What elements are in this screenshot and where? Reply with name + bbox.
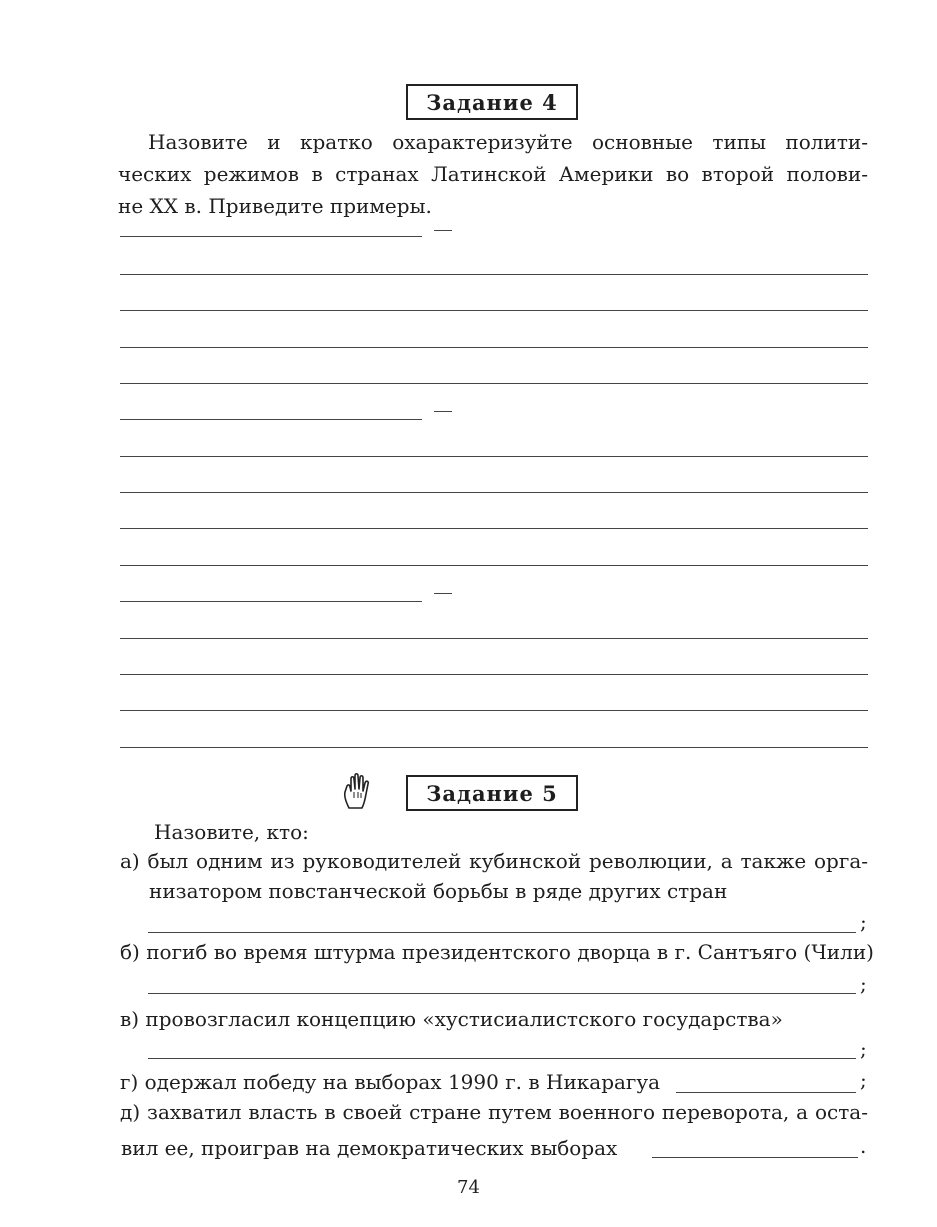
question-b-line1: б) погиб во время штурма президентского дворца в г. Сантъяго (Чили) bbox=[120, 940, 874, 964]
task5-heading bbox=[406, 775, 578, 811]
task4-prompt-l3: не XX в. Приведите примеры. bbox=[118, 194, 432, 218]
question-a-line1: а) был одним из руководителей кубинской революции, а также орга- bbox=[120, 849, 868, 873]
regime-name-line-3[interactable] bbox=[120, 601, 422, 602]
answer-line[interactable] bbox=[120, 310, 868, 311]
task4-title: Задание 4 bbox=[426, 89, 558, 115]
page-number: 74 bbox=[457, 1177, 480, 1198]
answer-line-a[interactable] bbox=[148, 932, 856, 933]
answer-line[interactable] bbox=[120, 456, 868, 457]
task4-prompt-l2: ческих режимов в странах Латинской Америки во второй полови- bbox=[118, 162, 868, 186]
task4-heading bbox=[406, 84, 578, 120]
dash-1 bbox=[434, 230, 452, 231]
task5-intro: Назовите, кто: bbox=[154, 820, 309, 844]
answer-line[interactable] bbox=[120, 638, 868, 639]
answer-line-e[interactable] bbox=[652, 1157, 858, 1158]
dash-2 bbox=[434, 411, 452, 412]
answer-line[interactable] bbox=[120, 565, 868, 566]
task5-title: Задание 5 bbox=[426, 780, 558, 806]
answer-line[interactable] bbox=[120, 347, 868, 348]
question-a-line2: низатором повстанческой борьбы в ряде других стран bbox=[149, 879, 728, 903]
answer-line[interactable] bbox=[120, 383, 868, 384]
question-a-end: ; bbox=[860, 910, 867, 934]
question-e-line1: д) захватил власть в своей стране путем военного переворота, а оста- bbox=[120, 1100, 868, 1124]
question-b-end: ; bbox=[860, 972, 867, 996]
question-e-line2: вил ее, проиграв на демократических выборах bbox=[121, 1136, 618, 1160]
question-c-end: ; bbox=[860, 1037, 867, 1061]
answer-line-d[interactable] bbox=[676, 1092, 856, 1093]
question-c-line1: в) провозгласил концепцию «хустисиалистского государства» bbox=[120, 1007, 783, 1031]
task4-prompt-l1: Назовите и кратко охарактеризуйте основные типы полити- bbox=[148, 130, 868, 154]
hand-icon bbox=[340, 772, 376, 812]
task4-prompt bbox=[118, 126, 868, 222]
answer-line[interactable] bbox=[120, 747, 868, 748]
question-d-end: ; bbox=[860, 1068, 867, 1092]
answer-line[interactable] bbox=[120, 492, 868, 493]
answer-line-c[interactable] bbox=[148, 1058, 856, 1059]
answer-line-b[interactable] bbox=[148, 993, 856, 994]
answer-line[interactable] bbox=[120, 274, 868, 275]
regime-name-line-1[interactable] bbox=[120, 236, 422, 237]
question-e-end: . bbox=[860, 1134, 867, 1158]
answer-line[interactable] bbox=[120, 528, 868, 529]
answer-line[interactable] bbox=[120, 674, 868, 675]
question-d-line1: г) одержал победу на выборах 1990 г. в Никарагуа bbox=[120, 1070, 661, 1094]
answer-line[interactable] bbox=[120, 710, 868, 711]
dash-3 bbox=[434, 593, 452, 594]
regime-name-line-2[interactable] bbox=[120, 419, 422, 420]
